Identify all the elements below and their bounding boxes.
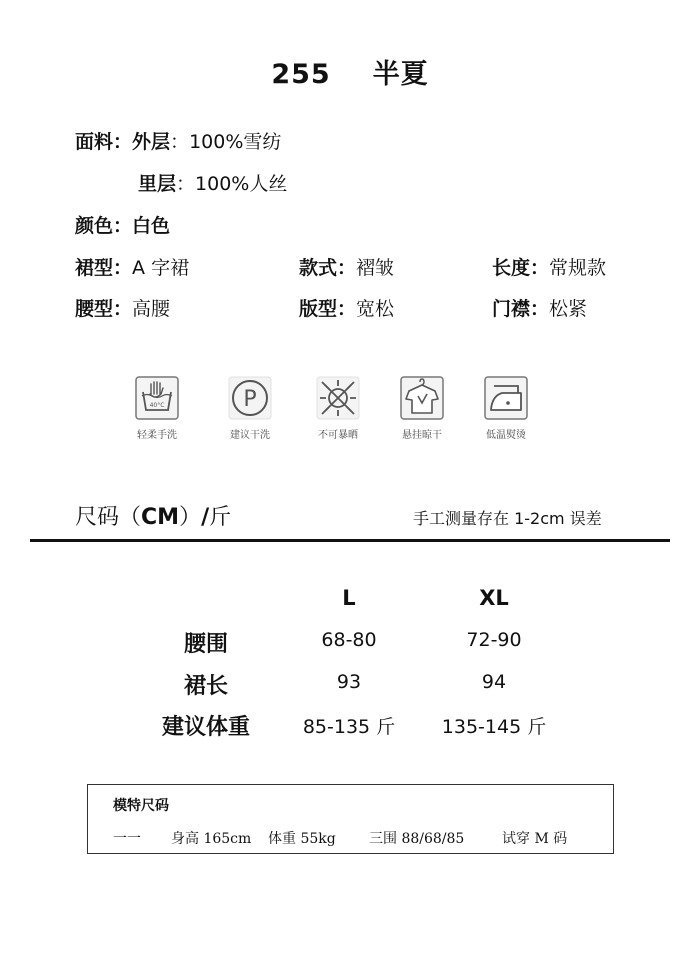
model-height: 身高 165cm [171, 831, 252, 847]
gentle-wash-icon [133, 374, 181, 422]
model-title: 模特尺码 [113, 798, 169, 814]
skirt-type-value: A 字裙 [132, 257, 190, 279]
size-row-label-length: 裙长 [183, 674, 228, 699]
size-unit: CM [141, 505, 180, 530]
length-spec: 长度：常规款 [492, 257, 607, 279]
care-label-no-sun: 不可暴晒 [318, 430, 358, 441]
model-weight: 体重 55kg [268, 831, 336, 847]
dry-clean-icon [226, 374, 274, 422]
low-iron-icon [482, 374, 530, 422]
care-label-dry-clean: 建议干洗 [230, 430, 270, 441]
dry-clean-letter: P [243, 387, 257, 412]
waist-label: 腰型 [75, 298, 114, 320]
outer-label: 外层 [132, 131, 171, 153]
skirt-type-spec: 裙型：A 字裙 [75, 257, 190, 279]
waist-spec: 腰型：高腰 [75, 298, 171, 320]
no-sun-icon [314, 374, 362, 422]
fit-spec: 版型：宽松 [299, 298, 395, 320]
product-title [0, 52, 700, 91]
measurement-note: 手工测量存在 1-2cm 误差 [413, 509, 602, 528]
size-cell-waist-l: 68-80 [321, 629, 377, 651]
fabric-row: 面料：外层：100%雪纺 [75, 131, 282, 153]
care-item-hang-dry [387, 374, 457, 441]
lining-value: 100%人丝 [195, 173, 288, 195]
placket-label: 门襟 [492, 298, 531, 320]
placket-spec: 门襟：松紧 [492, 298, 588, 320]
fit-label: 版型 [299, 298, 338, 320]
size-cell-length-xl: 94 [481, 671, 507, 693]
care-label-hang-dry: 悬挂晾干 [402, 430, 442, 441]
model-tried-size: 试穿 M 码 [502, 831, 568, 847]
skirt-type-label: 裙型 [75, 257, 114, 279]
color-value: 白色 [132, 215, 171, 237]
size-row-label-waist: 腰围 [183, 632, 228, 657]
outer-value: 100%雪纺 [189, 131, 282, 153]
placket-value: 松紧 [549, 298, 588, 320]
care-item-no-sun [303, 374, 373, 441]
color-row: 颜色：白色 [75, 215, 171, 237]
fabric-label: 面料 [75, 131, 114, 153]
style-spec: 款式：褶皱 [299, 257, 395, 279]
care-item-low-iron [471, 374, 541, 441]
size-row-label-weight: 建议体重 [161, 715, 250, 740]
care-item-gentle-wash [122, 374, 192, 441]
fit-value: 宽松 [356, 298, 395, 320]
model-measurements: 三围 88/68/85 [369, 831, 465, 847]
care-label-low-iron: 低温熨烫 [486, 430, 526, 441]
care-item-dry-clean [215, 374, 285, 441]
size-cell-waist-xl: 72-90 [466, 629, 522, 651]
model-dash: 一一 [113, 831, 141, 847]
length-value: 常规款 [549, 257, 607, 279]
size-col-xl: XL [479, 586, 509, 610]
size-cell-weight-l: 85-135 斤 [302, 716, 396, 738]
product-name: 半夏 [372, 59, 429, 90]
wash-temp: 40°C [149, 402, 165, 409]
length-label: 长度 [492, 257, 531, 279]
lining-label: 里层 [138, 173, 177, 195]
size-heading: 尺码（CM）/斤 [75, 505, 232, 530]
care-label-gentle-wash: 轻柔手洗 [137, 430, 177, 441]
size-col-l: L [342, 586, 356, 610]
product-code: 255 [271, 59, 331, 90]
lining-row: 里层：100%人丝 [138, 173, 288, 195]
hang-dry-icon [398, 374, 446, 422]
size-cell-weight-xl: 135-145 斤 [441, 716, 547, 738]
section-divider [30, 539, 670, 542]
style-label: 款式 [299, 257, 338, 279]
color-label: 颜色 [75, 215, 114, 237]
style-value: 褶皱 [356, 257, 395, 279]
size-cell-length-l: 93 [336, 671, 362, 693]
waist-value: 高腰 [132, 298, 171, 320]
